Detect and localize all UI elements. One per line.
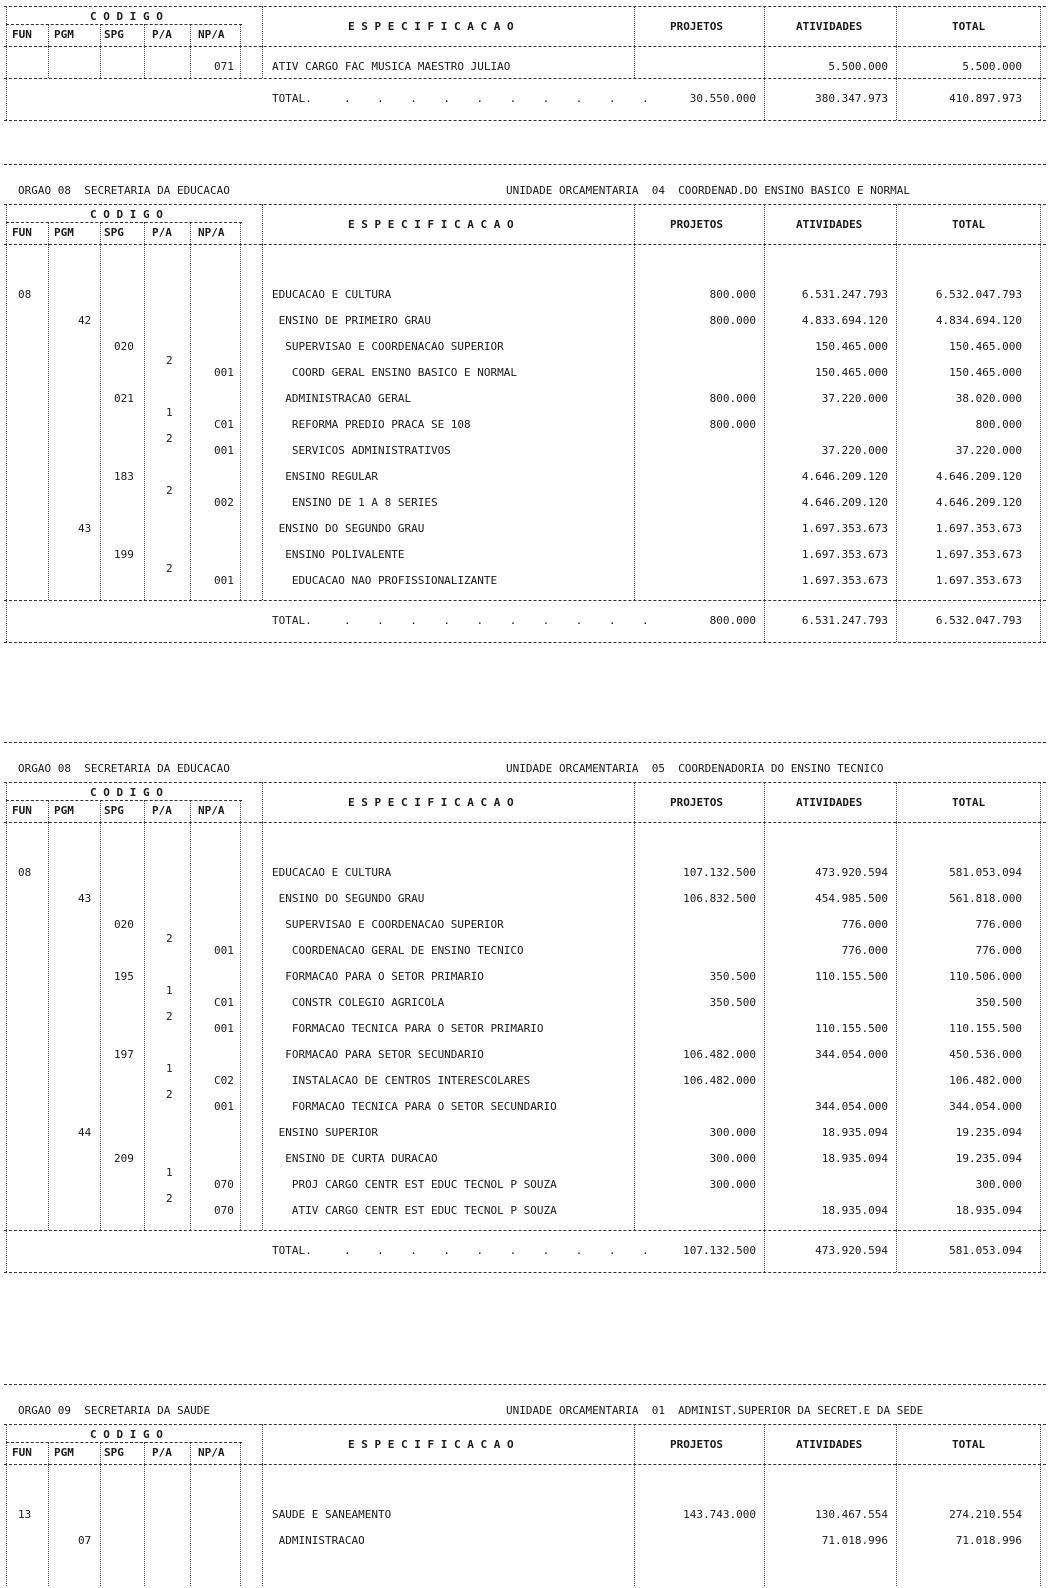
projetos-value: 300.000 xyxy=(709,1152,756,1165)
especificacao-cell: EDUCACAO E CULTURA xyxy=(272,866,392,879)
especificacao-cell: ENSINO SUPERIOR xyxy=(272,1126,378,1139)
especificacao-header: E S P E C I F I C A C A O xyxy=(348,218,514,231)
atividades-value: 776.000 xyxy=(841,918,888,931)
total-value: 110.155.500 xyxy=(949,1022,1022,1035)
pa-code: 2 xyxy=(166,1088,173,1101)
pa-header: P/A xyxy=(152,804,172,817)
especificacao-header: E S P E C I F I C A C A O xyxy=(348,20,514,33)
spg-code: 195 xyxy=(114,970,134,983)
total-atividades: 473.920.594 xyxy=(815,1244,888,1257)
spg-header: SPG xyxy=(104,226,124,239)
atividades-value: 18.935.094 xyxy=(821,1126,888,1139)
total-value: 581.053.094 xyxy=(949,866,1022,879)
column-rule xyxy=(262,1424,263,1464)
header-subrule xyxy=(6,1442,242,1443)
total-row-label: TOTAL. xyxy=(272,92,312,105)
pa-code: 2 xyxy=(166,562,173,575)
especificacao-cell: CONSTR COLEGIO AGRICOLA xyxy=(272,996,445,1009)
npa-code: 001 xyxy=(214,1022,234,1035)
spg-code: 209 xyxy=(114,1152,134,1165)
total-row-label: TOTAL. xyxy=(272,1244,312,1257)
npa-code: 001 xyxy=(214,366,234,379)
especificacao-cell: ENSINO DE PRIMEIRO GRAU xyxy=(272,314,431,327)
pa-code: 2 xyxy=(166,484,173,497)
pa-header: P/A xyxy=(152,226,172,239)
npa-header: NP/A xyxy=(198,226,225,239)
codigo-header: C O D I G O xyxy=(90,786,163,799)
column-rule xyxy=(764,1424,765,1464)
total-value: 4.646.209.120 xyxy=(935,470,1022,483)
projetos-header: PROJETOS xyxy=(670,1438,723,1451)
column-rule xyxy=(1040,1424,1041,1464)
total-value: 150.465.000 xyxy=(949,340,1022,353)
projetos-value: 350.500 xyxy=(709,970,756,983)
especificacao-cell: ADMINISTRACAO GERAL xyxy=(272,392,412,405)
atividades-value: 4.646.209.120 xyxy=(801,496,888,509)
total-total: 581.053.094 xyxy=(949,1244,1022,1257)
total-total: 410.897.973 xyxy=(949,92,1022,105)
total-value: 450.536.000 xyxy=(949,1048,1022,1061)
projetos-value: 800.000 xyxy=(709,288,756,301)
especificacao-cell: FORMACAO TECNICA PARA O SETOR SECUNDARIO xyxy=(272,1100,557,1113)
column-rule xyxy=(634,1424,635,1464)
especificacao-cell: EDUCACAO E CULTURA xyxy=(272,288,392,301)
total-value: 561.818.000 xyxy=(949,892,1022,905)
spg-code: 021 xyxy=(114,392,134,405)
fun-header: FUN xyxy=(12,1446,32,1459)
especificacao-cell: ENSINO REGULAR xyxy=(272,470,378,483)
spg-header: SPG xyxy=(104,804,124,817)
especificacao-cell: SAUDE E SANEAMENTO xyxy=(272,1508,392,1521)
atividades-value: 150.465.000 xyxy=(815,366,888,379)
fun-code: 08 xyxy=(18,866,32,879)
pa-header: P/A xyxy=(152,28,172,41)
fun-header: FUN xyxy=(12,28,32,41)
especificacao-cell: SUPERVISAO E COORDENACAO SUPERIOR xyxy=(272,918,504,931)
column-rule xyxy=(190,1442,191,1464)
pa-code: 1 xyxy=(166,1166,173,1179)
especificacao-header: E S P E C I F I C A C A O xyxy=(348,1438,514,1451)
projetos-value: 107.132.500 xyxy=(683,866,756,879)
especificacao-cell: REFORMA PREDIO PRACA SE 108 xyxy=(272,418,471,431)
pgm-header: PGM xyxy=(54,226,74,239)
npa-code: 002 xyxy=(214,496,234,509)
spg-code: 199 xyxy=(114,548,134,561)
column-rule xyxy=(48,1442,49,1464)
npa-code: C02 xyxy=(214,1074,234,1087)
column-rule xyxy=(144,1442,145,1464)
total-value: 37.220.000 xyxy=(955,444,1022,457)
total-projetos: 800.000 xyxy=(709,614,756,627)
projetos-value: 800.000 xyxy=(709,314,756,327)
column-rule xyxy=(144,1464,145,1586)
npa-header: NP/A xyxy=(198,1446,225,1459)
unidade-orcamentaria-label: UNIDADE ORCAMENTARIA 05 COORDENADORIA DO ENSINO TECNICO xyxy=(506,762,884,775)
total-value: 5.500.000 xyxy=(962,60,1022,73)
total-value: 4.834.694.120 xyxy=(935,314,1022,327)
total-value: 344.054.000 xyxy=(949,1100,1022,1113)
column-rule xyxy=(48,1464,49,1586)
atividades-header: ATIVIDADES xyxy=(796,20,863,33)
total-header: TOTAL xyxy=(952,20,986,33)
total-value: 300.000 xyxy=(975,1178,1022,1191)
total-value: 106.482.000 xyxy=(949,1074,1022,1087)
atividades-value: 4.646.209.120 xyxy=(801,470,888,483)
atividades-value: 776.000 xyxy=(841,944,888,957)
atividades-value: 1.697.353.673 xyxy=(801,574,888,587)
total-header: TOTAL xyxy=(952,1438,986,1451)
column-rule xyxy=(896,1464,897,1586)
total-value: 71.018.996 xyxy=(955,1534,1022,1547)
atividades-value: 1.697.353.673 xyxy=(801,522,888,535)
codigo-header: C O D I G O xyxy=(90,208,163,221)
total-header: TOTAL xyxy=(952,796,986,809)
spg-code: 183 xyxy=(114,470,134,483)
total-value: 19.235.094 xyxy=(955,1152,1022,1165)
pa-code: 1 xyxy=(166,984,173,997)
atividades-value: 18.935.094 xyxy=(821,1152,888,1165)
total-projetos: 107.132.500 xyxy=(683,1244,756,1257)
projetos-header: PROJETOS xyxy=(670,796,723,809)
projetos-value: 300.000 xyxy=(709,1126,756,1139)
npa-header: NP/A xyxy=(198,804,225,817)
total-value: 1.697.353.673 xyxy=(935,574,1022,587)
total-value: 350.500 xyxy=(975,996,1022,1009)
orgao-label: ORGAO 08 SECRETARIA DA EDUCACAO xyxy=(18,762,230,775)
column-rule xyxy=(764,1464,765,1586)
projetos-header: PROJETOS xyxy=(670,218,723,231)
column-rule xyxy=(240,1442,241,1464)
especificacao-cell: INSTALACAO DE CENTROS INTERESCOLARES xyxy=(272,1074,531,1087)
especificacao-cell: COORDENACAO GERAL DE ENSINO TECNICO xyxy=(272,944,524,957)
orgao-label: ORGAO 08 SECRETARIA DA EDUCACAO xyxy=(18,184,230,197)
total-value: 19.235.094 xyxy=(955,1126,1022,1139)
spg-header: SPG xyxy=(104,1446,124,1459)
projetos-value: 106.832.500 xyxy=(683,892,756,905)
pa-code: 2 xyxy=(166,354,173,367)
especificacao-cell: ATIV CARGO CENTR EST EDUC TECNOL P SOUZA xyxy=(272,1204,557,1217)
pa-code: 2 xyxy=(166,1192,173,1205)
pgm-code: 43 xyxy=(78,892,92,905)
fun-code: 08 xyxy=(18,288,32,301)
rule-line xyxy=(4,1424,1046,1425)
atividades-header: ATIVIDADES xyxy=(796,218,863,231)
npa-code: 001 xyxy=(214,944,234,957)
pa-code: 2 xyxy=(166,432,173,445)
column-rule xyxy=(262,1464,263,1586)
total-value: 4.646.209.120 xyxy=(935,496,1022,509)
column-rule xyxy=(6,1464,7,1586)
projetos-header: PROJETOS xyxy=(670,20,723,33)
total-value: 110.506.000 xyxy=(949,970,1022,983)
total-value: 1.697.353.673 xyxy=(935,548,1022,561)
atividades-value: 150.465.000 xyxy=(815,340,888,353)
especificacao-cell: COORD GERAL ENSINO BASICO E NORMAL xyxy=(272,366,518,379)
npa-header: NP/A xyxy=(198,28,225,41)
npa-code: 070 xyxy=(214,1178,234,1191)
pa-code: 1 xyxy=(166,1062,173,1075)
especificacao-cell: ATIV CARGO FAC MUSICA MAESTRO JULIAO xyxy=(272,60,511,73)
npa-code: 071 xyxy=(214,60,234,73)
pgm-code: 42 xyxy=(78,314,92,327)
especificacao-cell: SERVICOS ADMINISTRATIVOS xyxy=(272,444,451,457)
column-rule xyxy=(240,1464,241,1586)
atividades-value: 473.920.594 xyxy=(815,866,888,879)
projetos-value: 143.743.000 xyxy=(683,1508,756,1521)
total-atividades: 6.531.247.793 xyxy=(801,614,888,627)
total-atividades: 380.347.973 xyxy=(815,92,888,105)
projetos-value: 106.482.000 xyxy=(683,1074,756,1087)
especificacao-cell: ENSINO DO SEGUNDO GRAU xyxy=(272,522,425,535)
total-row-label: TOTAL. xyxy=(272,614,312,627)
pa-header: P/A xyxy=(152,1446,172,1459)
column-rule xyxy=(634,1464,635,1586)
projetos-value: 300.000 xyxy=(709,1178,756,1191)
pgm-header: PGM xyxy=(54,804,74,817)
total-value: 38.020.000 xyxy=(955,392,1022,405)
atividades-value: 110.155.500 xyxy=(815,970,888,983)
especificacao-cell: FORMACAO PARA SETOR SECUNDARIO xyxy=(272,1048,484,1061)
npa-code: 070 xyxy=(214,1204,234,1217)
total-value: 150.465.000 xyxy=(949,366,1022,379)
especificacao-cell: SUPERVISAO E COORDENACAO SUPERIOR xyxy=(272,340,504,353)
fun-header: FUN xyxy=(12,226,32,239)
total-leader-dots: . . . . . . . . . . xyxy=(344,1244,649,1257)
projetos-value: 800.000 xyxy=(709,418,756,431)
npa-code: 001 xyxy=(214,1100,234,1113)
unidade-orcamentaria-label: UNIDADE ORCAMENTARIA 04 COORDENAD.DO ENSINO BASICO E NORMAL xyxy=(506,184,910,197)
fun-code: 13 xyxy=(18,1508,32,1521)
total-value: 800.000 xyxy=(975,418,1022,431)
atividades-value: 130.467.554 xyxy=(815,1508,888,1521)
fun-header: FUN xyxy=(12,804,32,817)
spg-code: 197 xyxy=(114,1048,134,1061)
column-rule xyxy=(100,1442,101,1464)
column-rule xyxy=(100,1464,101,1586)
total-total: 6.532.047.793 xyxy=(935,614,1022,627)
atividades-header: ATIVIDADES xyxy=(796,1438,863,1451)
total-value: 6.532.047.793 xyxy=(935,288,1022,301)
especificacao-cell: PROJ CARGO CENTR EST EDUC TECNOL P SOUZA xyxy=(272,1178,557,1191)
atividades-value: 4.833.694.120 xyxy=(801,314,888,327)
total-value: 18.935.094 xyxy=(955,1204,1022,1217)
codigo-header: C O D I G O xyxy=(90,1428,163,1441)
atividades-value: 18.935.094 xyxy=(821,1204,888,1217)
pgm-code: 43 xyxy=(78,522,92,535)
pgm-code: 44 xyxy=(78,1126,92,1139)
projetos-value: 800.000 xyxy=(709,392,756,405)
total-header: TOTAL xyxy=(952,218,986,231)
especificacao-header: E S P E C I F I C A C A O xyxy=(348,796,514,809)
column-rule xyxy=(6,1424,7,1464)
column-rule xyxy=(190,1464,191,1586)
pgm-code: 07 xyxy=(78,1534,92,1547)
codigo-header: C O D I G O xyxy=(90,10,163,23)
atividades-value: 37.220.000 xyxy=(821,444,888,457)
column-rule xyxy=(896,1424,897,1464)
column-rule xyxy=(1040,1464,1041,1586)
rule-line xyxy=(4,1384,1046,1385)
atividades-value: 1.697.353.673 xyxy=(801,548,888,561)
total-leader-dots: . . . . . . . . . . xyxy=(344,92,649,105)
atividades-value: 5.500.000 xyxy=(828,60,888,73)
atividades-header: ATIVIDADES xyxy=(796,796,863,809)
especificacao-cell: ENSINO DO SEGUNDO GRAU xyxy=(272,892,425,905)
projetos-value: 350.500 xyxy=(709,996,756,1009)
spg-header: SPG xyxy=(104,28,124,41)
especificacao-cell: ENSINO DE CURTA DURACAO xyxy=(272,1152,438,1165)
especificacao-cell: FORMACAO PARA O SETOR PRIMARIO xyxy=(272,970,484,983)
atividades-value: 110.155.500 xyxy=(815,1022,888,1035)
especificacao-cell: EDUCACAO NAO PROFISSIONALIZANTE xyxy=(272,574,498,587)
atividades-value: 344.054.000 xyxy=(815,1048,888,1061)
orgao-label: ORGAO 09 SECRETARIA DA SAUDE xyxy=(18,1404,211,1417)
npa-code: C01 xyxy=(214,996,234,1009)
projetos-value: 106.482.000 xyxy=(683,1048,756,1061)
npa-code: C01 xyxy=(214,418,234,431)
pa-code: 1 xyxy=(166,406,173,419)
pgm-header: PGM xyxy=(54,1446,74,1459)
budget-section xyxy=(4,0,1046,1588)
atividades-value: 71.018.996 xyxy=(821,1534,888,1547)
npa-code: 001 xyxy=(214,574,234,587)
total-leader-dots: . . . . . . . . . . xyxy=(344,614,649,627)
npa-code: 001 xyxy=(214,444,234,457)
total-value: 776.000 xyxy=(975,944,1022,957)
atividades-value: 454.985.500 xyxy=(815,892,888,905)
especificacao-cell: ADMINISTRACAO xyxy=(272,1534,365,1547)
total-value: 1.697.353.673 xyxy=(935,522,1022,535)
atividades-value: 6.531.247.793 xyxy=(801,288,888,301)
especificacao-cell: ENSINO POLIVALENTE xyxy=(272,548,405,561)
unidade-orcamentaria-label: UNIDADE ORCAMENTARIA 01 ADMINIST.SUPERIOR DA SECRET.E DA SEDE xyxy=(506,1404,924,1417)
spg-code: 020 xyxy=(114,918,134,931)
total-value: 274.210.554 xyxy=(949,1508,1022,1521)
atividades-value: 37.220.000 xyxy=(821,392,888,405)
pa-code: 2 xyxy=(166,932,173,945)
total-projetos: 30.550.000 xyxy=(689,92,756,105)
especificacao-cell: FORMACAO TECNICA PARA O SETOR PRIMARIO xyxy=(272,1022,544,1035)
total-value: 776.000 xyxy=(975,918,1022,931)
especificacao-cell: ENSINO DE 1 A 8 SERIES xyxy=(272,496,438,509)
rule-line xyxy=(4,1464,1046,1465)
pgm-header: PGM xyxy=(54,28,74,41)
spg-code: 020 xyxy=(114,340,134,353)
atividades-value: 344.054.000 xyxy=(815,1100,888,1113)
pa-code: 2 xyxy=(166,1010,173,1023)
